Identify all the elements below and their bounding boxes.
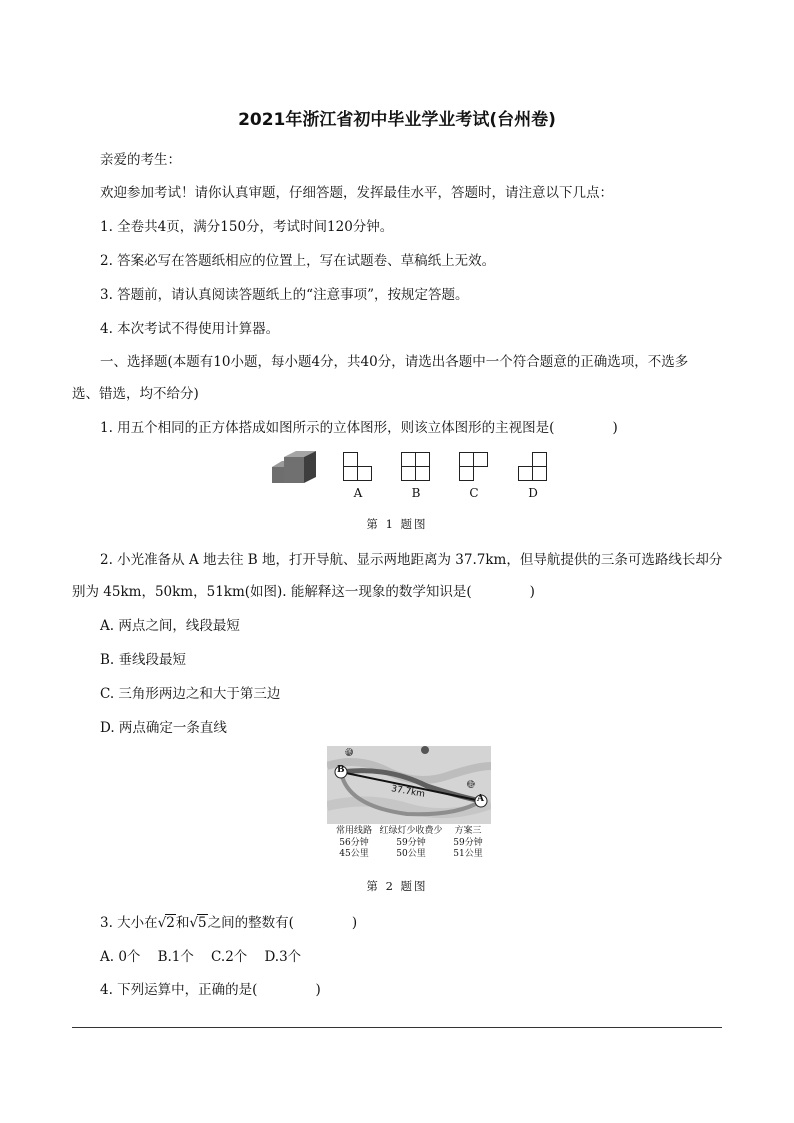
figure-2-caption: 第 2 题图 [366, 879, 428, 893]
map-start-label: 起 [468, 780, 475, 788]
route-3-time: 59分钟 [453, 837, 483, 848]
question-3-options: A. 0个 B.1个 C.2个 D.3个 [100, 949, 302, 965]
route-map-drawing [327, 746, 491, 824]
section-heading-cont: 选、错选，均不给分) [72, 386, 199, 402]
route-2-name: 红绿灯少收费少 [379, 826, 443, 836]
note-3: 3. 答题前，请认真阅读答题纸上的“注意事项”，按规定答题。 [100, 287, 469, 303]
route-map [327, 746, 491, 824]
route-1-name: 常用线路 [335, 826, 372, 836]
question-2-option-c: C. 三角形两边之和大于第三边 [100, 686, 281, 702]
question-4-text: 4. 下列运算中，正确的是( [100, 982, 258, 998]
question-1-close: ) [612, 420, 618, 436]
option-b-label: B [411, 486, 421, 500]
question-3-suffix: 之间的整数有( [207, 915, 294, 931]
cube-figure [272, 449, 320, 485]
greeting: 亲爱的考生： [100, 152, 181, 168]
intro-text: 欢迎参加考试！请你认真审题，仔细答题，发挥最佳水平，答题时，请注意以下几点： [100, 185, 613, 201]
question-3-mid: 和 [175, 915, 190, 931]
sqrt-5-radicand: 5 [197, 915, 207, 931]
question-2-option-d: D. 两点确定一条直线 [100, 720, 227, 736]
map-point-b: B [337, 765, 345, 775]
question-4 [100, 978, 321, 998]
question-2-close: ) [529, 584, 535, 600]
option-d-figure [518, 452, 548, 482]
figure-1-caption: 第 1 题图 [366, 517, 428, 531]
sqrt-2: √2 [157, 915, 175, 931]
map-end-label: 终 [345, 748, 352, 756]
route-1-dist: 45公里 [339, 849, 369, 859]
route-3-dist: 51公里 [453, 849, 483, 859]
option-d-label: D [528, 486, 538, 500]
question-1-text: 1. 用五个相同的正方体搭成如图所示的立体图形，则该立体图形的主视图是( [100, 420, 555, 436]
option-b-figure [401, 452, 431, 482]
question-2-option-b: B. 垂线段最短 [100, 652, 187, 668]
question-4-close: ) [315, 982, 321, 998]
question-2-line1: 2. 小光准备从 A 地去往 B 地，打开导航、显示两地距离为 37.7km，但导航提供的三条可选路线长却分 [100, 552, 723, 568]
note-1: 1. 全卷共4页，满分150分，考试时间120分钟。 [100, 219, 394, 235]
footer-rule [72, 1027, 722, 1028]
route-2-time: 59分钟 [396, 837, 426, 848]
sqrt-5: √5 [189, 915, 207, 931]
question-2-option-a: A. 两点之间，线段最短 [100, 618, 240, 634]
route-2 [379, 826, 443, 861]
route-2-dist: 50公里 [396, 849, 426, 859]
route-1 [327, 826, 381, 861]
note-2: 2. 答案必写在答题纸相应的位置上，写在试题卷、草稿纸上无效。 [100, 253, 496, 269]
question-3 [100, 911, 357, 931]
question-3-close: ) [351, 915, 358, 931]
sqrt-2-radicand: 2 [166, 915, 175, 931]
option-a-figure [343, 452, 373, 482]
question-2-line2 [72, 580, 535, 600]
map-distance-label: 37.7km [390, 784, 426, 800]
exam-title: 2021年浙江省初中毕业学业考试(台州卷) [238, 110, 556, 130]
route-3 [442, 826, 494, 861]
route-3-name: 方案三 [454, 826, 482, 836]
question-2-line2-text: 别为 45km，50km，51km(如图). 能解释这一现象的数学知识是( [72, 584, 472, 600]
option-a-label: A [353, 486, 363, 500]
map-point-a: A [477, 794, 484, 804]
note-4: 4. 本次考试不得使用计算器。 [100, 321, 280, 337]
option-c-figure [459, 452, 489, 482]
question-3-prefix: 3. 大小在 [100, 915, 158, 931]
option-c-label: C [469, 486, 479, 500]
section-heading: 一、选择题(本题有10小题，每小题4分，共40分，请选出各题中一个符合题意的正确选项，不选多 [100, 354, 689, 370]
route-1-time: 56分钟 [339, 837, 369, 848]
question-1 [100, 416, 618, 436]
